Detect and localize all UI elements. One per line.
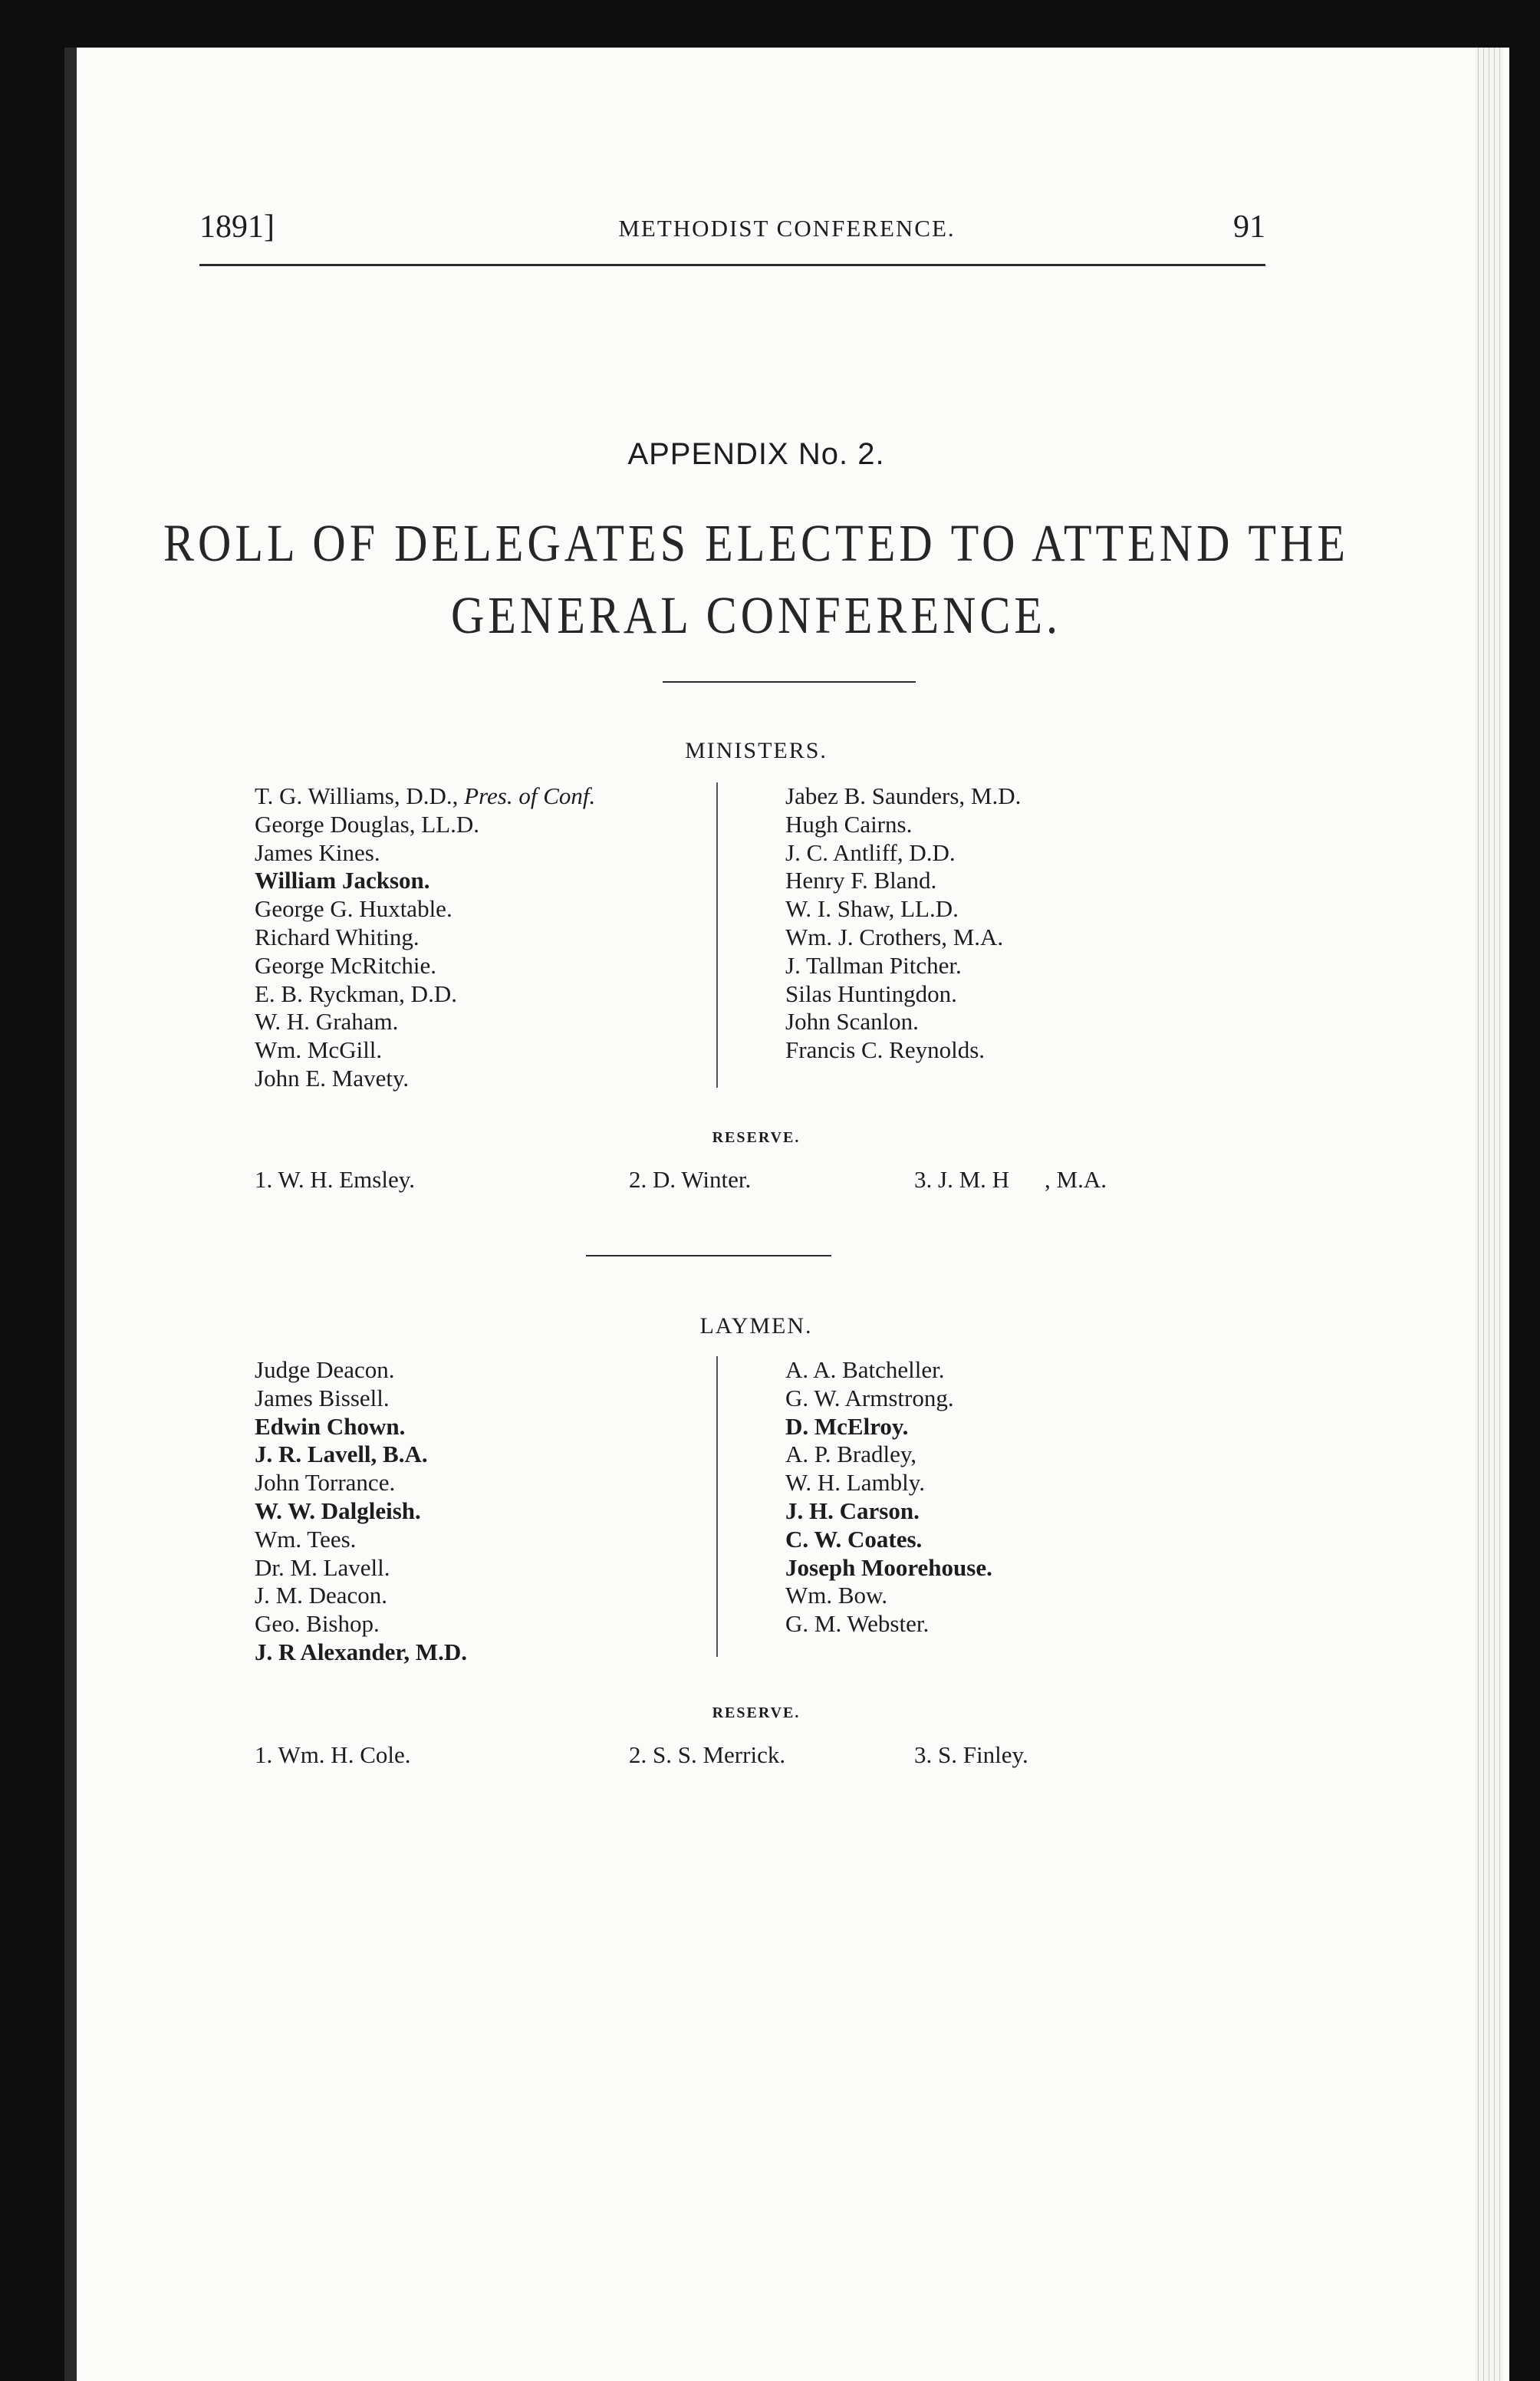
minister-entry: Henry F. Bland. xyxy=(785,867,937,894)
header-rule xyxy=(199,264,1265,266)
page-edge-right xyxy=(1476,48,1503,2381)
minister-entry: J. Tallman Pitcher. xyxy=(785,951,962,979)
minister-entry: Richard Whiting. xyxy=(255,923,420,950)
minister-entry: W. H. Graham. xyxy=(255,1008,399,1036)
title-line-1: ROLL OF DELEGATES ELECTED TO ATTEND THE xyxy=(163,513,1350,572)
layman-entry: J. H. Carson. xyxy=(785,1497,920,1524)
ministers-heading: MINISTERS. xyxy=(685,738,828,763)
layman-entry: G. W. Armstrong. xyxy=(785,1384,954,1411)
layman-entry: J. R Alexander, M.D. xyxy=(255,1638,467,1665)
minister-entry: W. I. Shaw, LL.D. xyxy=(785,895,959,923)
layman-entry: John Torrance. xyxy=(255,1469,396,1497)
section-divider xyxy=(586,1255,831,1256)
layman-entry: Dr. M. Lavell. xyxy=(255,1553,390,1581)
minister-entry: George Douglas, LL.D. xyxy=(255,810,480,838)
laymen-reserve-2: 2. S. S. Merrick. xyxy=(629,1741,786,1768)
minister-entry: J. C. Antliff, D.D. xyxy=(785,838,956,866)
layman-entry: Geo. Bishop. xyxy=(255,1610,380,1638)
reserve-name-part: 3. J. M. H xyxy=(914,1166,1010,1193)
minister-entry: William Jackson. xyxy=(255,867,430,894)
layman-entry: W. W. Dalgleish. xyxy=(255,1497,421,1524)
minister-entry: Hugh Cairns. xyxy=(785,810,913,838)
page-edge-left xyxy=(64,48,77,2381)
ministers-reserve-3 xyxy=(914,1166,1107,1194)
laymen-right-column xyxy=(785,1356,992,1638)
ministers-reserve-heading: RESERVE. xyxy=(712,1129,801,1146)
minister-entry: Silas Huntingdon. xyxy=(785,980,957,1007)
ministers-left-column xyxy=(255,782,595,1093)
layman-entry: J. R. Lavell, B.A. xyxy=(255,1441,428,1468)
title-divider xyxy=(663,681,916,683)
minister-entry-first xyxy=(255,782,595,811)
header-year: 1891] xyxy=(199,209,275,245)
layman-entry: C. W. Coates. xyxy=(785,1525,923,1553)
layman-entry: G. M. Webster. xyxy=(785,1610,930,1638)
minister-entry: Wm. J. Crothers, M.A. xyxy=(785,923,1004,950)
minister-entry: George G. Huxtable. xyxy=(255,895,452,923)
layman-entry: A. A. Batcheller. xyxy=(785,1356,945,1383)
layman-entry: Edwin Chown. xyxy=(255,1412,406,1440)
minister-entry: John Scanlon. xyxy=(785,1008,919,1036)
minister-entry: James Kines. xyxy=(255,838,380,866)
laymen-heading: LAYMEN. xyxy=(699,1313,813,1339)
layman-entry: A. P. Bradley, xyxy=(785,1441,917,1468)
appendix-label: APPENDIX No. 2. xyxy=(627,437,885,471)
minister-entry: Jabez B. Saunders, M.D. xyxy=(785,782,1022,809)
layman-entry: J. M. Deacon. xyxy=(255,1582,388,1609)
laymen-reserve-1: 1. Wm. H. Cole. xyxy=(255,1741,411,1768)
ministers-right-column xyxy=(785,782,1021,1065)
minister-entry: E. B. Ryckman, D.D. xyxy=(255,980,457,1007)
ministers-reserve-2: 2. D. Winter. xyxy=(629,1166,752,1193)
layman-entry: James Bissell. xyxy=(255,1384,390,1411)
title-line-2: GENERAL CONFERENCE. xyxy=(450,585,1062,644)
minister-note: Pres. of Conf. xyxy=(464,782,596,809)
reserve-name-suffix: , M.A. xyxy=(1045,1166,1107,1193)
laymen-column-divider xyxy=(716,1356,718,1657)
layman-entry: W. H. Lambly. xyxy=(785,1469,925,1497)
layman-entry: Judge Deacon. xyxy=(255,1356,395,1383)
minister-name: T. G. Williams, D.D., xyxy=(255,782,459,809)
layman-entry: Joseph Moorehouse. xyxy=(785,1553,992,1581)
page-number: 91 xyxy=(1233,209,1265,245)
layman-entry: Wm. Tees. xyxy=(255,1525,357,1553)
laymen-reserve-heading: RESERVE. xyxy=(712,1704,801,1721)
ministers-reserve-1: 1. W. H. Emsley. xyxy=(255,1166,415,1193)
laymen-left-column xyxy=(255,1356,467,1667)
running-title: METHODIST CONFERENCE. xyxy=(618,215,956,242)
minister-entry: Francis C. Reynolds. xyxy=(785,1036,986,1064)
document-page xyxy=(64,48,1509,2381)
minister-entry: George McRitchie. xyxy=(255,951,437,979)
layman-entry: D. McElroy. xyxy=(785,1412,909,1440)
layman-entry: Wm. Bow. xyxy=(785,1582,888,1609)
minister-entry: John E. Mavety. xyxy=(255,1064,410,1092)
minister-entry: Wm. McGill. xyxy=(255,1036,383,1064)
ministers-column-divider xyxy=(716,782,718,1088)
laymen-reserve-3: 3. S. Finley. xyxy=(914,1741,1028,1768)
